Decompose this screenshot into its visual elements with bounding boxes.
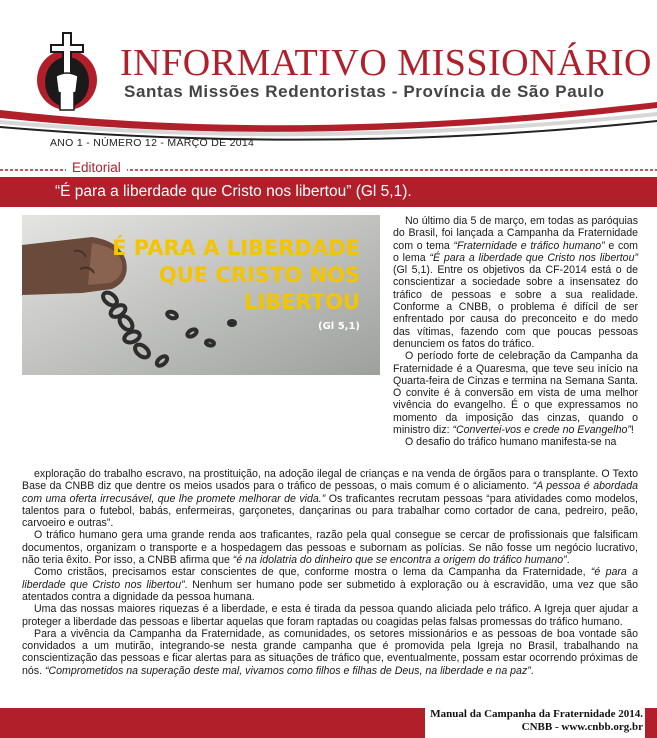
paragraph-text: Os traficantes recrutam pessoas “para atividades como modelos, talentos para o futebol, babás, enfermeiras, garçonetes, dançarinas ou para trabalhar como cortador de cana, pedreiro, peão, carvoeiro e outras”. [22, 492, 638, 530]
column-paragraph [393, 350, 638, 436]
quote-text: “A pessoa é abordada com uma oferta irrecusável, que lhe promete melhorar de vida.” [22, 480, 638, 505]
paragraph-text: . [530, 664, 534, 677]
quote-text: “Comprometidos na superação deste mal, vivamos como filhos e filhas de Deus, na liberdade e na paz” [44, 664, 531, 677]
fist-illustration [22, 237, 127, 295]
paragraph-text: Para a vivência da Campanha da Fraternidade, as comunidades, os setores missionários e as pessoas de boa vontade são convidados a um mutirão, integrando-se nesta grande campanha que é promovida pela Igreja no Brasil, trabalhando na conscientização das pessoas e ficar alertas para as situações de tráfico que, eventualmente, possam estar ocorrendo próximas de nós. [22, 627, 638, 677]
body-paragraph [22, 529, 638, 566]
quote-text: “Fraternidade e tráfico humano” [453, 239, 605, 252]
article-column [393, 215, 638, 449]
body-paragraph [22, 603, 638, 628]
quote-text: “é para a liberdade que Cristo nos libertou” [22, 566, 639, 591]
quote-text: “é na idolatria do dinheiro que se encontra a origem do tráfico humano” [232, 554, 567, 567]
paragraph-text: ! [630, 424, 634, 437]
masthead-subtitle: Santas Missões Redentoristas - Província de São Paulo [124, 82, 605, 101]
paragraph-text: No último dia 5 de março, em todas as paróquias do Brasil, foi lançada a Campanha da Fraternidade com o tema [393, 215, 638, 252]
hero-image [22, 215, 380, 375]
column-paragraph [393, 215, 638, 350]
paragraph-text: (Gl 5,1). Entre os objetivos da CF-2014 está o de conscientizar a sociedade sobre a insensatez do tráfico de pessoas e sobre a sua realidade. Conforme a CNBB, o problema é difícil de ser enfrentado por causa do preconceito e do medo das vítimas, fazendo com que poucas pessoas denunciem os fatos do tráfico. [393, 264, 638, 350]
paragraph-text: O tráfico humano gera uma grande renda aos traficantes, razão pela qual consegue se cercar de profissionais que falsificam documentos, organizam o transporte e a hospedagem das pessoas e subornam as polícias. Se não fosse um negócio lucrativo, não teria êxito. Por isso, a CNBB afirma que [22, 529, 638, 567]
section-label: Editorial [66, 160, 127, 176]
hero-line-2: QUE CRISTO NOS [158, 263, 360, 287]
paragraph-text: e com o lema [393, 239, 638, 264]
masthead-title: INFORMATIVO MISSIONÁRIO [120, 42, 652, 84]
article-body [22, 468, 638, 677]
paragraph-text: . Nenhum ser humano pode ser submetido à exploração ou à escravidão, uma vez que são atentados contra a dignidade da pessoa humana. [22, 578, 638, 603]
column-paragraph [393, 436, 638, 448]
hero-line-3: LIBERTOU [243, 290, 360, 314]
footer-credit-source: Manual da Campanha da Fraternidade 2014. [430, 708, 643, 720]
body-paragraph [22, 566, 638, 603]
hero-ref: (Gl 5,1) [318, 321, 360, 332]
paragraph-text: . [566, 554, 570, 567]
hero-line-1: É PARA A LIBERDADE [112, 236, 360, 260]
paragraph-text: O desafio do tráfico humano manifesta-se na [405, 436, 617, 449]
paragraph-text: O período forte de celebração da Campanha da Fraternidade é a Quaresma, que teve seu início na Quarta-feira de Cinzas e termina na Semana Santa. O convite é à conversão em vista de uma melhor vivência do evangelho. É o que expressamos no momento da imposição das cinzas, quando o ministro diz: [393, 350, 638, 437]
headline: “É para a liberdade que Cristo nos libertou” (Gl 5,1). [55, 183, 412, 200]
paragraph-text: exploração do trabalho escravo, na prostituição, na adoção ilegal de crianças e na venda de órgãos para o transplante. O Texto Base da CNBB diz que dentre os meios usados para o tráfico de pessoas, o mais comum é o aliciamento. [22, 468, 638, 493]
body-paragraph [22, 468, 638, 529]
footer-credit-site: CNBB - www.cnbb.org.br [521, 721, 643, 733]
paragraph-text: Uma das nossas maiores riquezas é a liberdade, e esta é tirada da pessoa quando aliciada pelo tráfico. A Igreja quer ajudar a proteger a liberdade das pessoas e libertar aquelas que foram raptadas ou coagidas pelas falsas promessas do tráfico humano. [22, 603, 638, 628]
body-paragraph [22, 628, 638, 677]
paragraph-text: Como cristãos, precisamos estar conscientes de que, conforme mostra o lema da Campanha da Fraternidade, [34, 566, 591, 579]
quote-text: “É para a liberdade que Cristo nos libertou” [429, 251, 638, 264]
quote-text: “Convertei-vos e crede no Evangelho” [452, 424, 631, 437]
issue-info: ANO 1 - NÚMERO 12 - MARÇO DE 2014 [50, 137, 255, 149]
